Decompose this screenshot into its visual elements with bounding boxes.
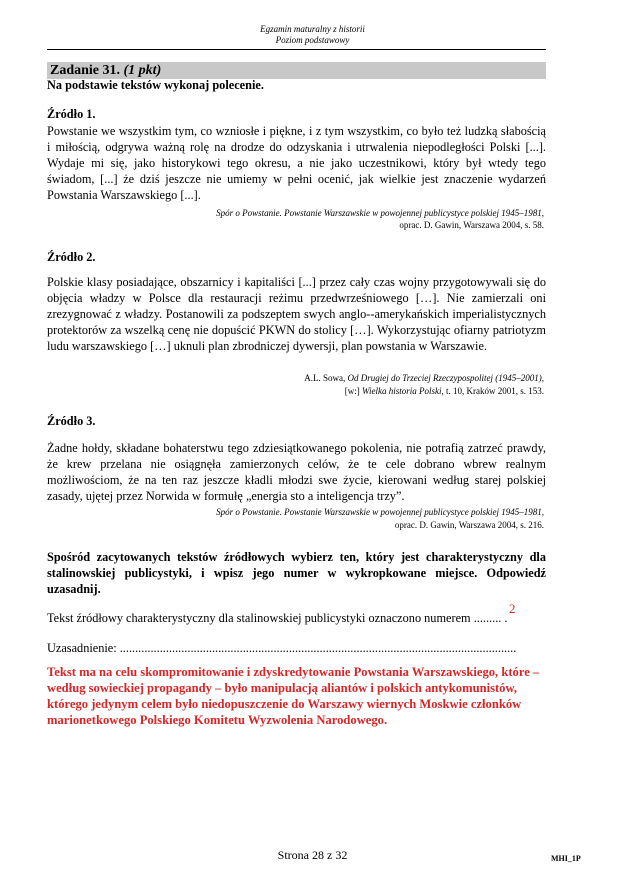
header-divider	[47, 49, 546, 50]
justification-label: Uzasadnienie:	[47, 641, 120, 655]
source-2-citation-author: A.L. Sowa, Od Drugiej do Trzeciej Rzeczypospolitej (1945–2001),	[304, 373, 544, 383]
fill-in-line	[47, 611, 508, 626]
exam-code: MHI_1P	[551, 854, 581, 863]
task-points: (1 pkt)	[123, 63, 162, 78]
exam-header-level: Poziom podstawowy	[275, 35, 350, 45]
task-title	[50, 62, 161, 79]
question-text: Spośród zacytowanych tekstów źródłowych wybierz ten, który jest charakterystyczny dla stalinowskiej publicystyki, i wpisz jego numer w wykropkowane miejsce. Odpowiedź uzasadnij.	[47, 550, 546, 596]
task-instruction: Na podstawie tekstów wykonaj polecenie.	[47, 78, 264, 92]
answer-number: 2	[509, 601, 516, 616]
source-3-citation-details: oprac. D. Gawin, Warszawa 2004, s. 216.	[394, 520, 544, 530]
fill-in-dots[interactable]: ......... .	[473, 611, 508, 625]
source-3-citation-title: Spór o Powstanie. Powstanie Warszawskie w powojennej publicystyce polskiej 1945–1981,	[216, 507, 544, 517]
source-2-heading: Źródło 2.	[47, 250, 96, 264]
source-1-heading: Źródło 1.	[47, 107, 96, 121]
source-2-text: Polskie klasy posiadające, obszarnicy i kapitaliści [...] przez cały czas wojny przygotowywali się do objęcia władzy w Polsce dla restauracji reżimu przedwrześniowego […]. Nie zamierzali oni zrezygnować z władzy. Postanowili za podszeptem swych anglo--amerykańskich imperialistycznych protektorów za wszelką cenę nie dopuścić PKWN do stolicy […]. Wykorzystując ofiarny patriotyzm ludu warszawskiego […] uknuli plan zbrodniczej dywersji, plan powstania w Warszawie.	[47, 275, 546, 353]
source-2-citation-details: [w:] Wielka historia Polski, t. 10, Kraków 2001, s. 153.	[344, 386, 544, 396]
justification-line	[47, 641, 546, 656]
justification-dots[interactable]: .................................................................................................................................	[119, 641, 517, 655]
page-number: Strona 28 z 32	[277, 848, 348, 862]
fill-in-label: Tekst źródłowy charakterystyczny dla stalinowskiej publicystyki oznaczono numerem	[47, 611, 474, 625]
source-1-text: Powstanie we wszystkim tym, co wzniosłe i piękne, i z tym wszystkim, co było też ludzką słabością i miłością, odgrywa ważną rolę na drodze do odzyskania i utrwalenia niepodległości Polski [...]. Wydaje mi się, jako historykowi tego okresu, a nie jako uczestnikowi, który był wtedy tego świadom, [...] że dziś jeszcze nie umiemy w pełni ocenić, jak wielkie jest znaczenie wydarzeń Powstania Warszawskiego [...].	[47, 124, 546, 202]
source-3-heading: Źródło 3.	[47, 414, 96, 428]
source-1-citation-details: oprac. D. Gawin, Warszawa 2004, s. 58.	[399, 220, 544, 230]
source-3-text: Żadne hołdy, składane bohaterstwu tego zdziesiątkowanego pokolenia, nie potrafią zatrzeć prawdy, że krew przelana nie osiągnęła zamierzonych celów, że te cele dobrano wbrew realnym możliwościom, że na ten raz jeszcze kładli młodzi swe życie, kierowani według starej polskiej zasady, ujętej przez Norwida w formułę „energia sto a inteligencja trzy”.	[47, 441, 546, 503]
answer-justification-text: Tekst ma na celu skompromitowanie i zdyskredytowanie Powstania Warszawskiego, które – według sowieckiej propagandy – było manipulacją aliantów i polskich antykomunistów, którego jedynym celem było niedopuszczenie do Warszawy wiernych Moskwie członków marionetkowego Polskiego Komitetu Wyzwolenia Narodowego.	[47, 665, 540, 727]
exam-header-title: Egzamin maturalny z historii	[260, 24, 365, 34]
source-1-citation-title: Spór o Powstanie. Powstanie Warszawskie w powojennej publicystyce polskiej 1945–1981,	[216, 208, 544, 218]
task-number: Zadanie 31.	[50, 63, 121, 78]
